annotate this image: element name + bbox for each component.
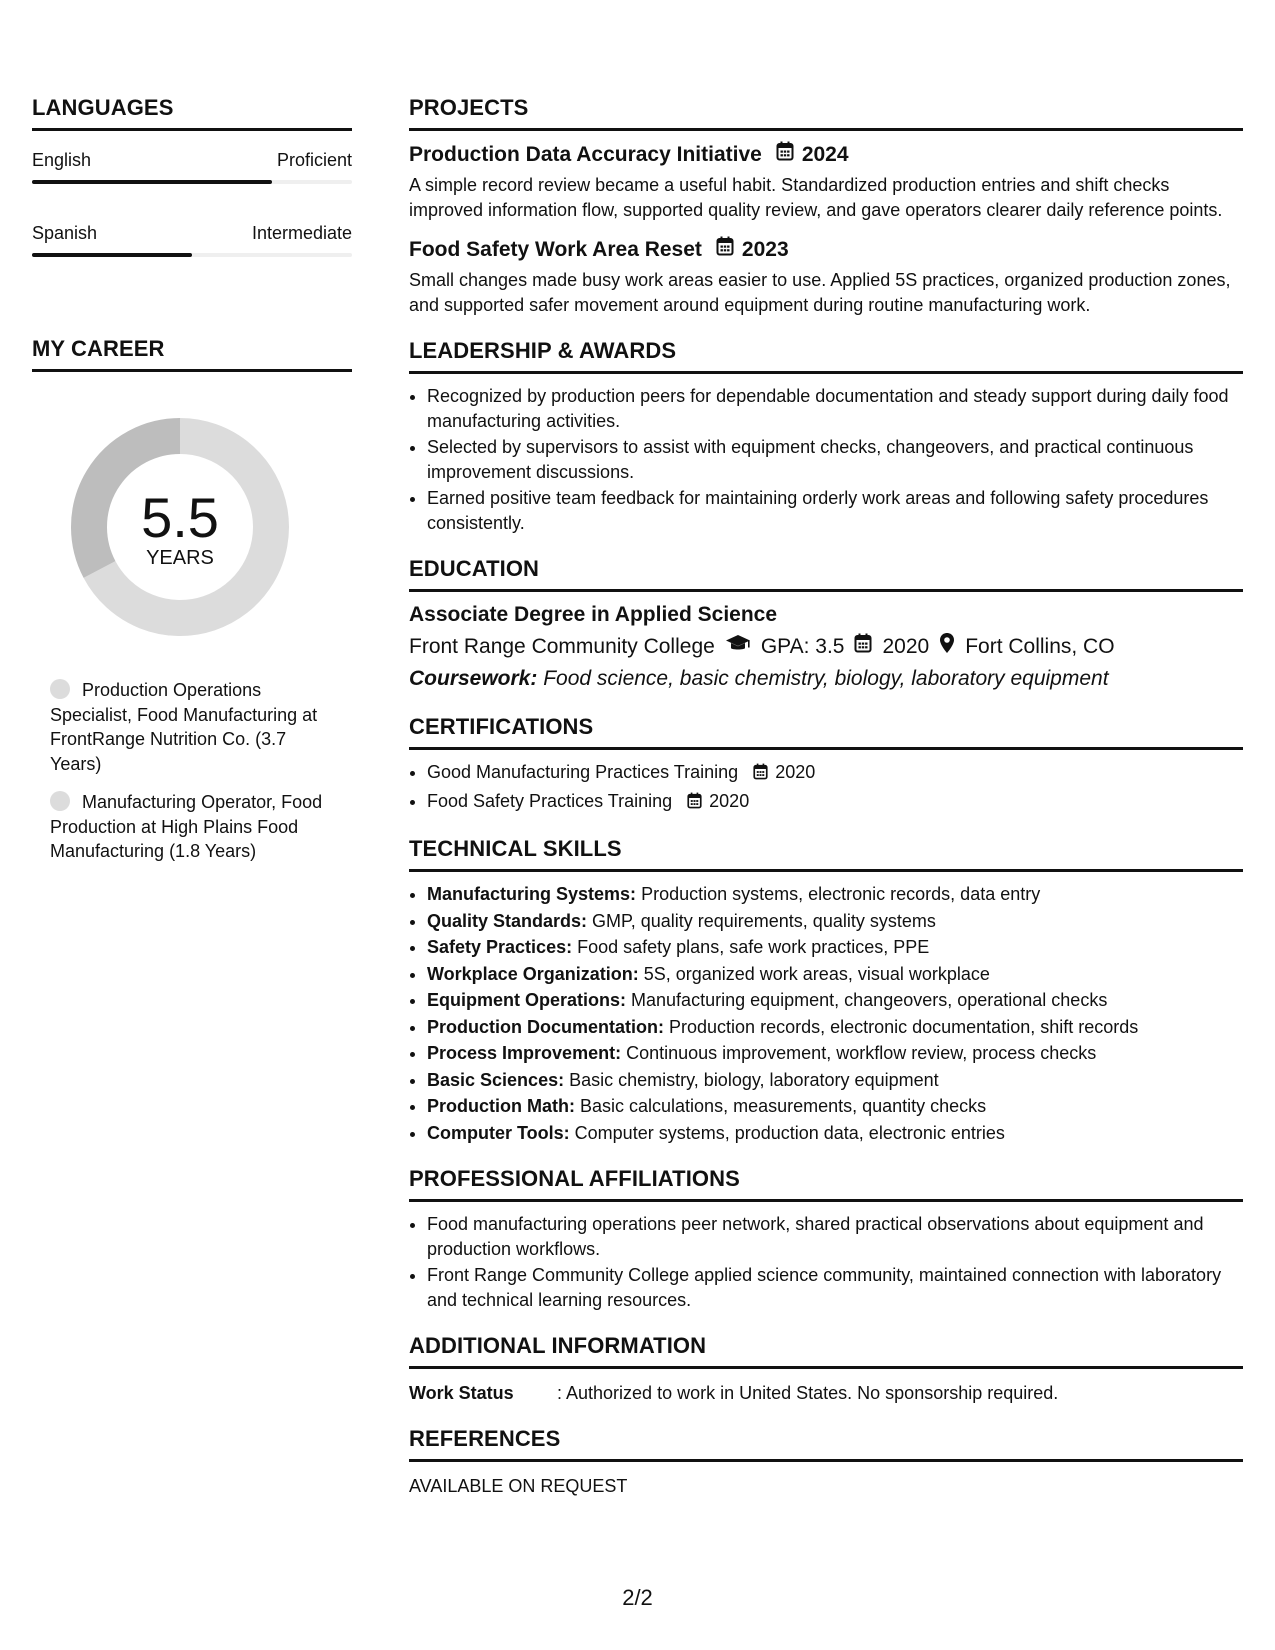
graduation-cap-icon — [725, 633, 751, 661]
list-item — [427, 760, 1243, 787]
project-name: Production Data Accuracy Initiative — [409, 142, 762, 166]
list-item — [427, 789, 1243, 816]
skill-text: Continuous improvement, workflow review, process checks — [626, 1043, 1097, 1063]
references-text: AVAILABLE ON REQUEST — [409, 1476, 628, 1496]
certifications-title: CERTIFICATIONS — [409, 713, 1243, 750]
skill-item — [427, 1094, 1243, 1119]
calendar-icon — [776, 141, 794, 168]
work-status-label: Work Status — [409, 1383, 514, 1403]
career-donut — [65, 412, 295, 642]
project-description: Small changes made busy work areas easier to use. Applied 5S practices, organized production zones, and supported safer movement around equipment during routine manufacturing work. — [409, 270, 1231, 315]
skill-label: Workplace Organization: — [427, 963, 639, 984]
project-year: 2023 — [741, 237, 789, 261]
language-item — [32, 149, 352, 184]
skill-text: 5S, organized work areas, visual workplace — [643, 963, 990, 984]
skill-label: Production Documentation: — [427, 1016, 664, 1037]
skill-text: Manufacturing equipment, changeovers, operational checks — [631, 990, 1108, 1010]
education-degree: Associate Degree in Applied Science — [409, 603, 778, 626]
language-name: English — [32, 150, 92, 170]
coursework-text: Food science, basic chemistry, biology, laboratory equipment — [543, 667, 1109, 690]
additional-title: ADDITIONAL INFORMATION — [409, 1332, 1243, 1369]
skill-label: Quality Standards: — [427, 910, 588, 931]
skill-item — [427, 882, 1243, 907]
skill-label: Process Improvement: — [427, 1043, 622, 1063]
list-item: • Earned positive team feedback for maintaining orderly work areas and following safety procedures consistently. — [427, 486, 1243, 535]
languages-title: LANGUAGES — [32, 94, 352, 131]
projects-section — [409, 94, 1243, 317]
skill-item — [427, 1041, 1243, 1066]
skill-label: Computer Tools: — [427, 1122, 570, 1143]
certifications-section — [409, 713, 1243, 815]
leadership-title: LEADERSHIP & AWARDS — [409, 337, 1243, 374]
language-bar-fill — [32, 253, 192, 257]
career-dot — [50, 679, 70, 699]
language-level: Proficient — [276, 150, 352, 170]
career-total: 5.5 — [141, 486, 219, 549]
education-title: EDUCATION — [409, 555, 1243, 592]
calendar-icon — [753, 762, 768, 787]
list-item: • Recognized by production peers for dependable documentation and steady support during daily food manufacturing activities. — [427, 384, 1243, 433]
education-section — [409, 555, 1243, 693]
career-title: MY CAREER — [32, 335, 352, 372]
cert-name: Food Safety Practices Training — [427, 790, 673, 811]
coursework-label: Coursework: — [409, 667, 538, 690]
career-item-text: Production Operations Specialist, Food Manufacturing at FrontRange Nutrition Co. (3.7 Years) — [50, 680, 318, 774]
skill-item — [427, 962, 1243, 987]
education-coursework — [409, 665, 1243, 693]
skill-text: Computer systems, production data, electronic entries — [574, 1122, 1005, 1143]
career-dot — [50, 791, 70, 811]
skill-item — [427, 1068, 1243, 1093]
certifications-list — [409, 760, 1243, 815]
project-year: 2024 — [801, 142, 849, 166]
additional-section — [409, 1332, 1243, 1405]
right-column — [409, 94, 1243, 1498]
language-bar — [32, 253, 352, 257]
skill-item — [427, 935, 1243, 960]
career-item — [50, 790, 330, 864]
skill-label: Equipment Operations: — [427, 990, 627, 1010]
calendar-icon — [854, 633, 872, 661]
skill-item — [427, 1015, 1243, 1040]
skill-text: GMP, quality requirements, quality systems — [592, 910, 936, 931]
cert-year: 2020 — [709, 790, 750, 811]
education-location: Fort Collins, CO — [965, 635, 1115, 658]
skill-text: Food safety plans, safe work practices, PPE — [577, 937, 930, 957]
leadership-list — [409, 384, 1243, 535]
education-gpa: GPA: 3.5 — [760, 635, 845, 658]
affiliations-list — [409, 1212, 1243, 1312]
skill-label: Safety Practices: — [427, 937, 573, 957]
work-status-value: : Authorized to work in United States. No sponsorship required. — [557, 1383, 1059, 1403]
skills-title: TECHNICAL SKILLS — [409, 835, 1243, 872]
language-level: Intermediate — [251, 223, 352, 243]
language-bar — [32, 180, 352, 184]
skill-text: Production records, electronic documentation, shift records — [669, 1016, 1139, 1037]
list-item: • Selected by supervisors to assist with equipment checks, changeovers, and practical continuous improvement discussions. — [427, 435, 1243, 484]
affiliations-section — [409, 1165, 1243, 1312]
skill-item — [427, 988, 1243, 1013]
map-pin-icon — [939, 632, 955, 662]
skills-section — [409, 835, 1243, 1145]
references-title: REFERENCES — [409, 1425, 1243, 1462]
list-item: • Food manufacturing operations peer network, shared practical observations about equipment and production workflows. — [427, 1212, 1243, 1261]
education-year: 2020 — [882, 635, 930, 658]
work-status-row — [409, 1381, 1243, 1405]
education-school: Front Range Community College — [409, 635, 715, 658]
leadership-section — [409, 337, 1243, 535]
skill-text: Production systems, electronic records, data entry — [641, 884, 1041, 904]
language-item — [32, 222, 352, 257]
skill-item — [427, 909, 1243, 934]
cert-year: 2020 — [775, 762, 816, 782]
language-bar-fill — [32, 180, 272, 184]
project-name: Food Safety Work Area Reset — [409, 237, 702, 261]
career-item — [50, 678, 330, 776]
career-unit: YEARS — [146, 547, 214, 569]
page-number: 2/2 — [622, 1585, 653, 1610]
language-name: Spanish — [32, 223, 98, 243]
affiliations-title: PROFESSIONAL AFFILIATIONS — [409, 1165, 1243, 1202]
calendar-icon — [687, 791, 702, 816]
project-item — [409, 236, 1243, 317]
project-description: A simple record review became a useful habit. Standardized production entries and shift checks improved information flow, supported quality review, and gave operators clearer daily reference points. — [409, 175, 1223, 220]
references-section — [409, 1425, 1243, 1498]
skill-label: Basic Sciences: — [427, 1069, 565, 1090]
left-column — [32, 94, 352, 878]
project-item — [409, 141, 1243, 222]
projects-title: PROJECTS — [409, 94, 1243, 131]
career-list — [50, 678, 330, 864]
cert-name: Good Manufacturing Practices Training — [427, 762, 739, 782]
skill-item — [427, 1121, 1243, 1146]
education-details — [409, 632, 1243, 662]
list-item: • Front Range Community College applied science community, maintained connection with laboratory and technical learning resources. — [427, 1263, 1243, 1312]
skill-label: Production Math: — [427, 1096, 575, 1116]
skill-text: Basic calculations, measurements, quantity checks — [580, 1096, 987, 1116]
skills-list — [409, 882, 1243, 1145]
skill-label: Manufacturing Systems: — [427, 884, 637, 904]
skill-text: Basic chemistry, biology, laboratory equipment — [569, 1069, 939, 1090]
calendar-icon — [716, 236, 734, 263]
career-item-text: Manufacturing Operator, Food Production at High Plains Food Manufacturing (1.8 Years) — [50, 792, 323, 861]
